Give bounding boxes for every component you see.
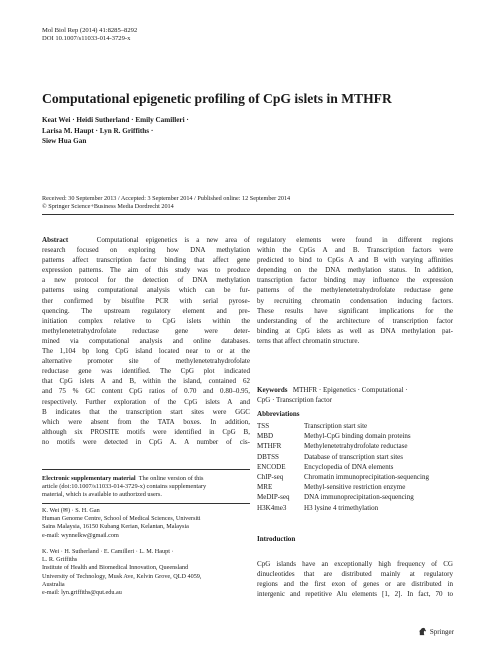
publisher-name: Springer <box>429 627 454 636</box>
keywords-line: CpG · Transcription factor <box>257 396 332 405</box>
abstract-line: patterns of the methylenetetrahydrofolate reductase gene <box>257 286 453 295</box>
email-line[interactable]: e-mail: wynnelkw@gmail.com <box>42 531 119 539</box>
email-line[interactable]: e-mail: lyn.griffiths@qut.edu.au <box>42 589 122 597</box>
abbreviation-row: MTHFR Methylenetetrahydrofolate reductase <box>257 442 408 451</box>
affiliation-line: Sains Malaysia, 16150 Kubang Kerian, Kelantan, Malaysia <box>42 523 189 531</box>
abstract-line: expression patterns. The aim of this study was to produce <box>42 266 250 275</box>
affiliation-line: K. Wei (✉) · S. H. Gan <box>42 507 100 514</box>
abstract-line: B indicates that the transcription start sites were GGC <box>42 407 250 416</box>
abbreviation-row: MRE Methyl-sensitive restriction enzyme <box>257 483 406 492</box>
abstract-line: patterns using computational analysis which can be fur- <box>42 286 250 295</box>
footnote-divider <box>42 469 250 470</box>
affiliation-block-2 <box>42 548 250 597</box>
author-line: Larisa M. Haupt · Lyn R. Griffiths · <box>42 126 154 135</box>
affiliation-line: Australia <box>42 580 65 588</box>
abbreviation-row: MeDIP-seq DNA immunoprecipitation-sequencing <box>257 493 414 502</box>
keywords <box>257 385 453 405</box>
doi-link[interactable]: 10.1007/s11033-014-3729-x <box>71 483 143 491</box>
publisher-footer <box>418 627 454 636</box>
abstract-line: research focused on exploring how DNA methylation <box>42 246 250 255</box>
abstract-line: alternative promoter site of methylenetetrahydrofolate <box>42 357 250 366</box>
abstract-line: terns that affect chromatin structure. <box>257 336 360 345</box>
abbreviations-heading: Abbreviations <box>257 410 300 418</box>
abstract-line: depending on the DNA methylation status. In addition, <box>257 266 453 275</box>
abstract-line: transcription factor binding may influence the expression <box>257 276 453 285</box>
introduction-body <box>257 559 453 599</box>
intro-line: CpG islands have an exceptionally high frequency of CG <box>257 560 453 568</box>
springer-horse-icon <box>418 627 427 636</box>
abstract-line: by recruiting chromatin condensation inducing factors. <box>257 296 453 305</box>
abstract-heading: Abstract <box>42 236 69 244</box>
affiliation-line: University of Technology, Musk Ave, Kelvin Grove, QLD 4059, <box>42 572 202 580</box>
affiliation-line: L. R. Griffiths <box>42 556 78 564</box>
intro-line: dinucleotides that are distributed mainly at regulatory <box>257 570 453 579</box>
journal-doi: DOI 10.1007/s11033-014-3729-x <box>42 35 131 43</box>
abstract-line: reductase gene was identified. The CpG plot indicated <box>42 367 250 376</box>
author-list <box>42 115 189 147</box>
introduction-heading: Introduction <box>257 535 296 543</box>
supplementary-note: Electronic supplementary material The online version of this article (doi:10.1007/s11033-014-3729-x) contains supplementary material, which is available to authorized users. <box>42 475 207 499</box>
abbreviations-list <box>257 421 429 513</box>
abstract-line: methylenetetrahydrofolate reductase gene were deter- <box>42 326 250 335</box>
abstract-line: mined via computational analysis and online databases. <box>42 336 250 345</box>
abstract-line: The 1,104 bp long CpG island located near to or at the <box>42 347 250 356</box>
affiliation-divider <box>42 503 250 504</box>
abbreviation-row: MBD Methyl-CpG binding domain proteins <box>257 432 411 441</box>
affiliation-line: Human Genome Centre, School of Medical Sciences, Universiti <box>42 515 201 523</box>
author-line: Keat Wei · Heidi Sutherland · Emily Camilleri · <box>42 116 189 124</box>
abstract-line: predicted to bind to CpGs A and B with varying affinities <box>257 256 453 265</box>
keywords-heading: Keywords <box>257 386 288 394</box>
article-title: Computational epigenetic profiling of CpG islets in MTHFR <box>42 91 392 106</box>
esm-heading: Electronic supplementary material <box>42 475 136 482</box>
abbreviation-row: ENCODE Encyclopedia of DNA elements <box>257 462 394 471</box>
journal-header <box>42 27 137 44</box>
abstract-line: quencing. The upstream regulatory element and pre- <box>42 306 250 315</box>
journal-citation: Mol Biol Rep (2014) 41:8285–8292 <box>42 27 138 34</box>
affiliation-line: Institute of Health and Biomedical Innovation, Queensland <box>42 564 189 572</box>
affiliation-block-1 <box>42 507 250 540</box>
abstract-line: binding at CpG islets as well as DNA methylation pat- <box>257 326 453 335</box>
abstract-line: initiation complex relative to CpG islets within the <box>42 316 250 325</box>
abstract-line: and 75 % GC content CpG ratios of 0.70 and 0.80–0.95, <box>42 387 250 396</box>
abstract-left-column <box>42 235 250 447</box>
abbreviation-row: TSS Transcription start site <box>257 422 368 430</box>
abbreviation-row: H3K4me3 H3 lysine 4 trimethylation <box>257 503 379 512</box>
abstract-line: These results have significant implications for the <box>257 306 453 315</box>
copyright-line: © Springer Science+Business Media Dordrecht 2014 <box>42 203 174 211</box>
abstract-line: understanding of the architecture of transcription factor <box>257 316 453 325</box>
abstract-line: Abstract Computational epigenetics is a new area of <box>42 236 250 244</box>
abstract-line: no motifs were detected in CpG A. A number of cis- <box>42 437 250 446</box>
intro-line: intergenic and repetitive Alu elements [1, 2]. In fact, 70 to <box>257 590 453 599</box>
abstract-line: patterns affect transcription factor binding that affect gene <box>42 256 250 265</box>
abstract-line: respectively. Further exploration of the CpG islets A and <box>42 397 250 406</box>
header-divider <box>42 214 454 215</box>
received-dates: Received: 30 September 2013 / Accepted: 3 September 2014 / Published online: 12 September 2014 <box>42 195 291 202</box>
abstract-line: ther confirmed by bisulfite PCR with serial pyrose- <box>42 296 250 305</box>
affiliation-line: K. Wei · H. Sutherland · E. Camilleri · L. M. Haupt · <box>42 548 174 555</box>
abstract-line: a new protocol for the detection of DNA methylation <box>42 276 250 285</box>
intro-line: regions and the first exon of genes or are distributed in <box>257 580 453 589</box>
abstract-line: within the CpGs A and B. Transcription factors were <box>257 246 453 255</box>
author-line: Siew Hua Gan <box>42 137 87 146</box>
keywords-line: MTHFR · Epigenetics · Computational · <box>292 386 408 394</box>
abbreviation-row: ChIP-seq Chromatin immunoprecipitation-sequencing <box>257 472 430 481</box>
abstract-line: regulatory elements were found in different regions <box>257 236 453 244</box>
abstract-right-column <box>257 235 453 346</box>
received-info <box>42 195 290 211</box>
abbreviation-row: DBTSS Database of transcription start sites <box>257 452 404 461</box>
abstract-line: although six PROSITE motifs were identified in CpG B, <box>42 427 250 436</box>
abstract-line: which were absent from the TATA boxes. In addition, <box>42 417 250 426</box>
abstract-line: that CpG islets A and B, within the island, contained 62 <box>42 377 250 386</box>
